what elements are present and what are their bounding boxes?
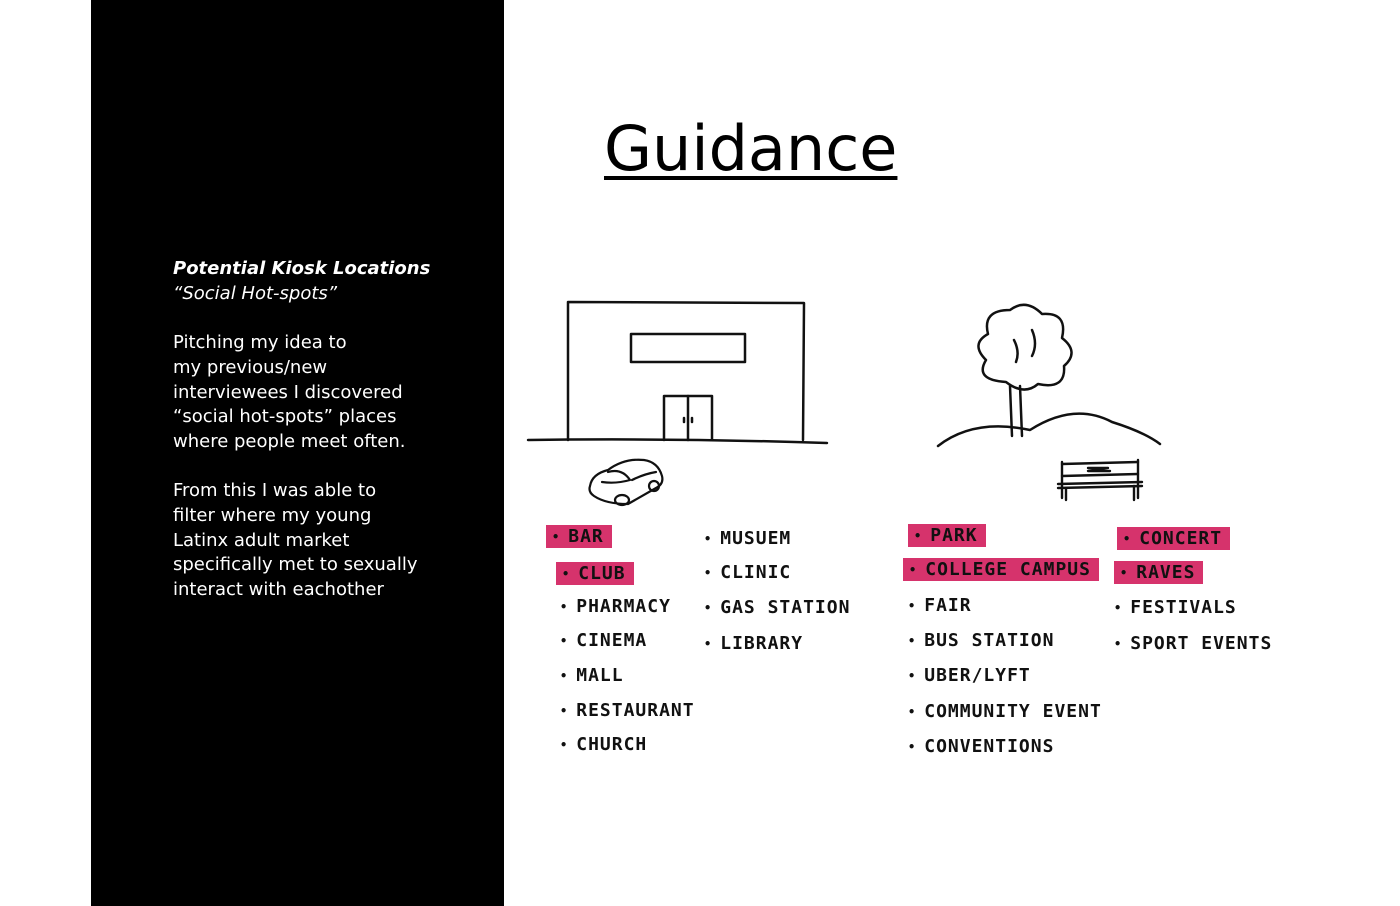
highlight-mark: • CONCERT	[1117, 527, 1230, 550]
list-item: • UBER/LYFT	[908, 665, 1031, 686]
list-item-label: MUSUEM	[720, 528, 792, 549]
highlight-mark: • RAVES	[1114, 561, 1203, 584]
list-item: • LIBRARY	[704, 633, 804, 654]
highlight-mark: • CLUB	[556, 562, 634, 585]
list-item: • CINEMA	[560, 630, 648, 651]
page-title: Guidance	[604, 112, 898, 185]
list-item-label: SPORT EVENTS	[1130, 633, 1273, 654]
paragraph-line: Latinx adult market	[173, 529, 350, 551]
paragraph-line: Pitching my idea to	[173, 332, 347, 354]
list-item-label: PHARMACY	[576, 596, 671, 617]
car-sketch-icon	[586, 456, 666, 508]
list-item-label: CONVENTIONS	[924, 736, 1055, 757]
list-item	[1117, 528, 1230, 550]
list-item-label: CLINIC	[720, 562, 792, 583]
list-item-label: GAS STATION	[720, 597, 851, 618]
list-item-label: FAIR	[924, 595, 972, 616]
side-panel	[91, 0, 504, 906]
list-item-label: CHURCH	[576, 734, 648, 755]
list-item: • COMMUNITY EVENT	[908, 701, 1102, 722]
side-description	[173, 257, 473, 628]
highlight-mark: • COLLEGE CAMPUS	[903, 558, 1099, 581]
bench-sketch-icon	[1054, 458, 1146, 504]
list-item-label: UBER/LYFT	[924, 665, 1031, 686]
list-item	[546, 526, 612, 548]
paragraph-line: filter where my young	[173, 505, 372, 526]
list-item-label: FESTIVALS	[1130, 597, 1237, 618]
paragraph-line: my previous/new	[173, 356, 328, 378]
paragraph-line: From this I was able to	[173, 480, 377, 502]
building-sketch-icon	[524, 296, 834, 452]
list-item: • GAS STATION	[704, 597, 851, 618]
list-item: • MUSUEM	[704, 528, 792, 549]
list-item: • CONVENTIONS	[908, 736, 1055, 757]
list-item	[556, 563, 634, 585]
list-item-label: PARK	[930, 525, 978, 546]
list-item: • FAIR	[908, 595, 972, 616]
list-item-label: CONCERT	[1139, 528, 1223, 549]
list-item	[1114, 562, 1203, 584]
list-item: • CHURCH	[560, 734, 648, 755]
paragraph-line: interact with eachother	[173, 579, 384, 601]
list-item	[908, 525, 986, 547]
paragraph-line: interviewees I discovered	[173, 381, 403, 403]
list-item-label: CLUB	[578, 563, 626, 584]
list-item-label: LIBRARY	[720, 633, 804, 654]
paragraph-line: “social hot-spots” places	[173, 406, 397, 428]
list-item-label: RAVES	[1136, 562, 1196, 583]
highlight-mark: • PARK	[908, 524, 986, 547]
list-item: • MALL	[560, 665, 624, 686]
list-item: • SPORT EVENTS	[1114, 633, 1273, 654]
paragraph-1	[173, 331, 473, 455]
highlight-mark: • BAR	[546, 525, 612, 548]
side-subheading: “Social Hot-spots”	[173, 282, 338, 304]
list-item: • FESTIVALS	[1114, 597, 1237, 618]
tree-sketch-icon	[934, 300, 1164, 452]
side-heading: Potential Kiosk Locations	[173, 258, 431, 279]
list-item-label: BUS STATION	[924, 630, 1055, 651]
paragraph-line: specifically met to sexually	[173, 554, 418, 576]
list-item	[903, 559, 1099, 581]
list-item: • PHARMACY	[560, 596, 671, 617]
paragraph-2	[173, 479, 473, 603]
list-item-label: RESTAURANT	[576, 700, 695, 721]
list-item-label: BAR	[568, 526, 604, 547]
list-item-label: COMMUNITY EVENT	[924, 701, 1102, 722]
list-item: • CLINIC	[704, 562, 792, 583]
list-item-label: CINEMA	[576, 630, 648, 651]
paragraph-line: where people meet often.	[173, 430, 406, 452]
list-item: • RESTAURANT	[560, 700, 695, 721]
list-item-label: MALL	[576, 665, 624, 686]
list-item: • BUS STATION	[908, 630, 1055, 651]
list-item-label: COLLEGE CAMPUS	[925, 559, 1091, 580]
